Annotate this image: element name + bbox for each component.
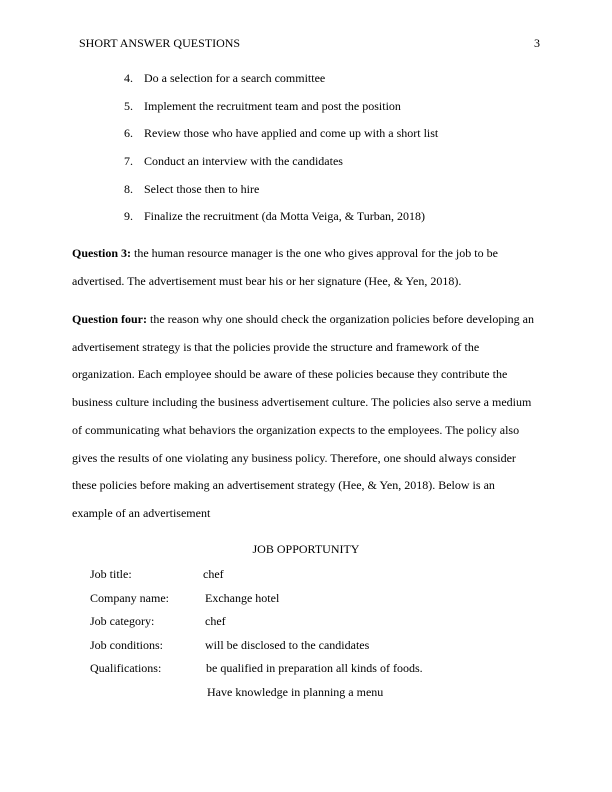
ad-field-value: be qualified in preparation all kinds of foods. xyxy=(206,661,423,675)
ad-field-label: Job title: xyxy=(90,567,132,581)
ad-field-value: Have knowledge in planning a menu xyxy=(207,685,384,699)
ad-field-value: Exchange hotel xyxy=(205,591,280,605)
page-header xyxy=(79,36,540,52)
question-4-text-line: these policies before making an advertisement strategy (Hee, & Yen, 2018). Below is an xyxy=(72,478,495,493)
question-3-paragraph xyxy=(72,240,544,295)
question-4-paragraph xyxy=(72,306,544,528)
list-number: 9. xyxy=(124,209,133,224)
ad-field-value: chef xyxy=(203,567,224,581)
question-4-text-line: business culture including the business advertisement culture. The policies also serve a medium xyxy=(72,395,532,410)
question-4-text-line: example of an advertisement xyxy=(72,505,211,520)
list-number: 7. xyxy=(124,154,133,169)
ad-field-label: Job conditions: xyxy=(90,638,164,652)
question-4-text-line: advertisement strategy is that the policies provide the structure and framework of the xyxy=(72,339,480,354)
question-4-label: Question four: xyxy=(72,312,147,326)
list-text: Select those then to hire xyxy=(144,181,260,196)
question-4-text-line: the reason why one should check the organization policies before developing an xyxy=(147,312,534,326)
ad-field-label: Company name: xyxy=(90,591,169,605)
list-item xyxy=(124,153,554,181)
list-item xyxy=(124,208,554,236)
list-item xyxy=(124,181,554,209)
question-3-text-line: advertised. The advertisement must bear his or her signature (Hee, & Yen, 2018). xyxy=(72,273,462,288)
running-head: SHORT ANSWER QUESTIONS xyxy=(79,36,241,50)
ad-field-label: Qualifications: xyxy=(90,661,162,675)
ad-field-value: will be disclosed to the candidates xyxy=(205,638,370,652)
list-number: 6. xyxy=(124,126,133,141)
list-number: 4. xyxy=(124,71,133,85)
question-4-text-line: organization. Each employee should be aware of these policies because they contribute the xyxy=(72,367,508,382)
recruitment-steps-list xyxy=(124,70,554,236)
list-text: Finalize the recruitment (da Motta Veiga, & Turban, 2018) xyxy=(144,209,426,224)
question-3-text-line: the human resource manager is the one who gives approval for the job to be xyxy=(131,246,498,260)
question-4-text-line: gives the results of one violating any business policy. Therefore, one should always consider xyxy=(72,450,516,465)
list-number: 8. xyxy=(124,181,133,196)
list-text: Do a selection for a search committee xyxy=(144,71,326,85)
ad-field-value: chef xyxy=(205,614,226,628)
list-item xyxy=(124,98,554,126)
question-3-label: Question 3: xyxy=(72,246,132,260)
list-item xyxy=(124,70,554,98)
ad-field-label: Job category: xyxy=(90,614,155,628)
page-number: 3 xyxy=(534,36,540,50)
list-number: 5. xyxy=(124,98,133,113)
list-text: Implement the recruitment team and post the position xyxy=(144,98,401,113)
list-item xyxy=(124,125,554,153)
list-text: Review those who have applied and come up with a short list xyxy=(144,126,439,141)
question-4-text-line: of communicating what behaviors the organization expects to the employees. The policy also xyxy=(72,422,520,437)
list-text: Conduct an interview with the candidates xyxy=(144,154,343,169)
advertisement-title: JOB OPPORTUNITY xyxy=(252,542,360,556)
